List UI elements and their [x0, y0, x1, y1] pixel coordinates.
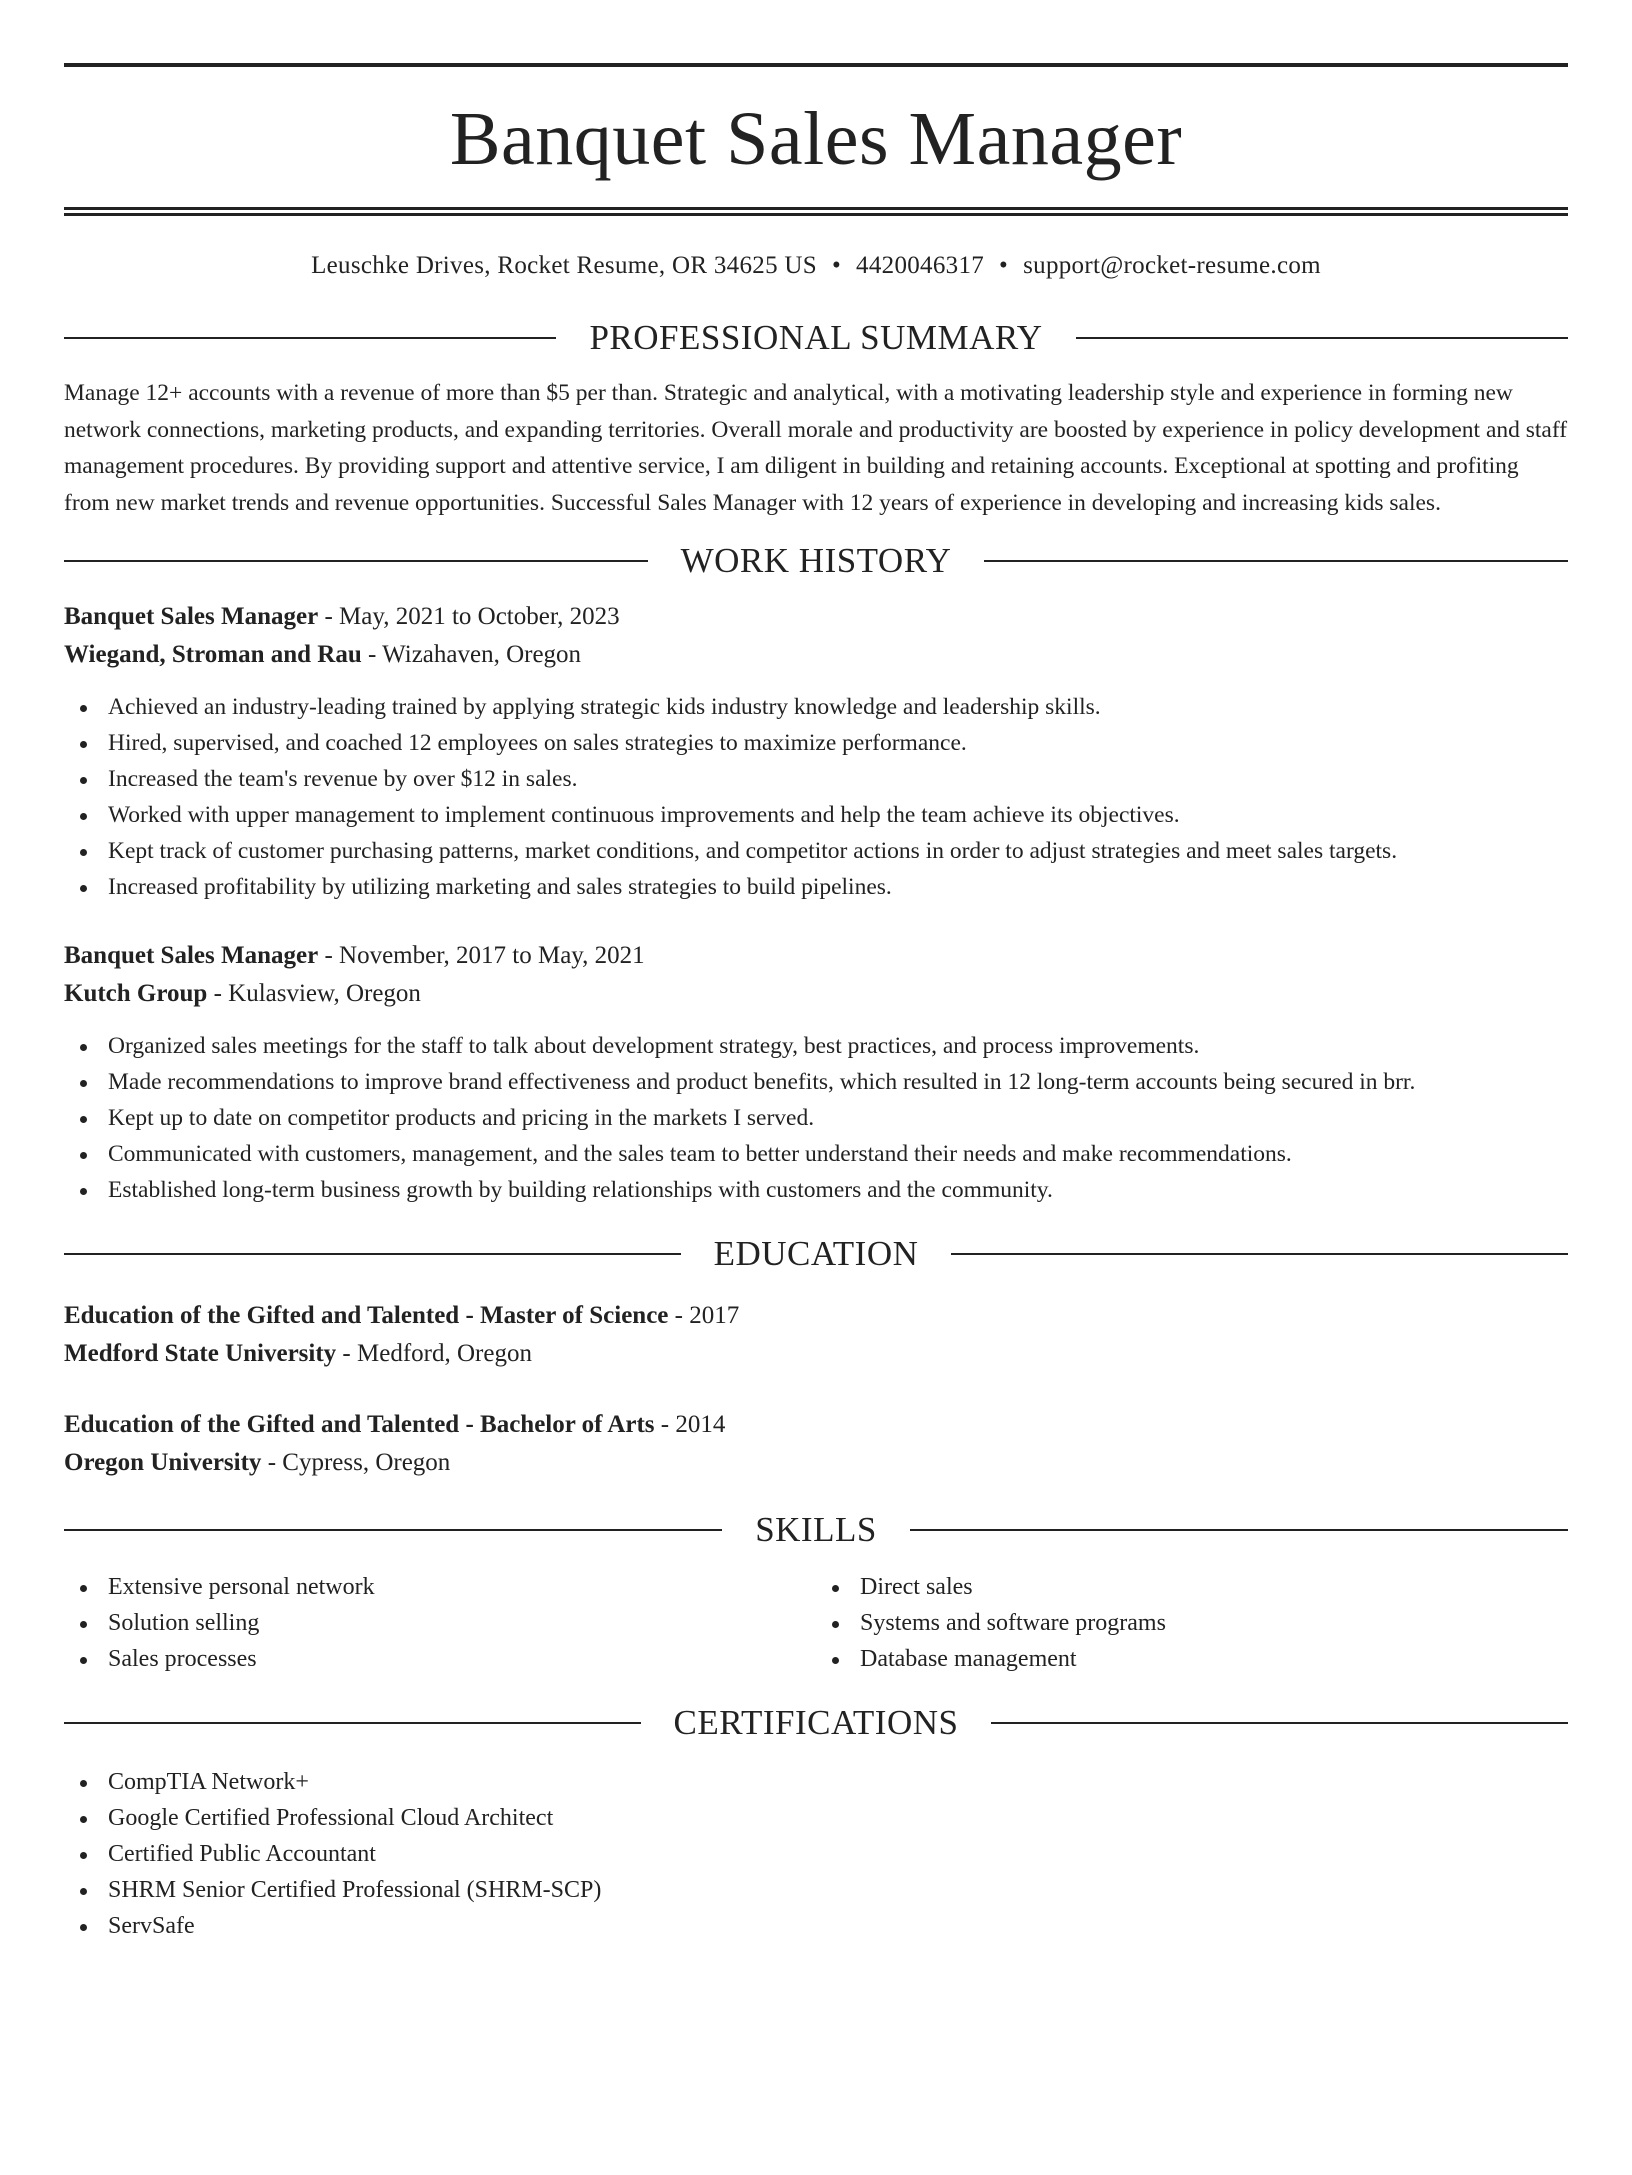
list-item: ServSafe: [64, 1908, 1568, 1944]
job-title-line: [64, 598, 1568, 636]
job-company: Wiegand, Stroman and Rau: [64, 641, 362, 668]
list-item: Increased profitability by utilizing marketing and sales strategies to build pipelines.: [64, 869, 1568, 905]
education-degree-line: [64, 1297, 1568, 1335]
section-title: SKILLS: [755, 1510, 877, 1549]
job-location: - Kulasview, Oregon: [207, 980, 421, 1007]
skills-list-right: [816, 1569, 1568, 1677]
list-item: Kept up to date on competitor products and pricing in the markets I served.: [64, 1100, 1568, 1136]
education-degree-line: [64, 1406, 1568, 1444]
job-company-line: [64, 636, 1568, 674]
list-item: Worked with upper management to implement continuous improvements and help the team achieve its objectives.: [64, 797, 1568, 833]
section-title: WORK HISTORY: [680, 541, 952, 580]
contact-phone[interactable]: 4420046317: [856, 252, 985, 279]
section-header-skills: [64, 1512, 1568, 1547]
top-rule: [64, 63, 1568, 67]
list-item: Established long-term business growth by building relationships with customers and the community.: [64, 1172, 1568, 1208]
section-rule-left: [64, 560, 648, 562]
list-item: CompTIA Network+: [64, 1764, 1568, 1800]
education-year: - 2014: [654, 1411, 726, 1438]
section-rule-right: [951, 1253, 1568, 1255]
education-school: Oregon University: [64, 1449, 262, 1476]
education-year: - 2017: [668, 1302, 740, 1329]
job-title-line: [64, 937, 1568, 975]
job-dates: - November, 2017 to May, 2021: [318, 942, 645, 969]
contact-email[interactable]: support@rocket-resume.com: [1023, 252, 1321, 279]
section-rule-right: [910, 1529, 1568, 1531]
section-title: CERTIFICATIONS: [673, 1703, 959, 1742]
list-item: Hired, supervised, and coached 12 employees on sales strategies to maximize performance.: [64, 725, 1568, 761]
list-item: Sales processes: [64, 1641, 816, 1677]
education-school: Medford State University: [64, 1340, 337, 1367]
list-item: Certified Public Accountant: [64, 1836, 1568, 1872]
certifications-list: [64, 1764, 1568, 1944]
job-role: Banquet Sales Manager: [64, 942, 319, 969]
job-bullets: [64, 1028, 1568, 1208]
education-location: - Cypress, Oregon: [261, 1449, 451, 1476]
contact-separator: •: [831, 252, 842, 279]
section-rule-left: [64, 1253, 681, 1255]
list-item: Organized sales meetings for the staff to talk about development strategy, best practices, and process improvements.: [64, 1028, 1568, 1064]
section-rule-left: [64, 1529, 722, 1531]
skills-list-left: [64, 1569, 816, 1677]
job-entry: [64, 598, 1568, 905]
education-entry: [64, 1297, 1568, 1373]
education-school-line: [64, 1335, 1568, 1373]
list-item: Database management: [816, 1641, 1568, 1677]
section-title: EDUCATION: [713, 1234, 919, 1273]
summary-text: Manage 12+ accounts with a revenue of more than $5 per than. Strategic and analytical, with a motivating leadership style and experience in forming new network connections, marketing products, and expanding territories. Overall morale and productivity are boosted by experience in policy development and staff management procedures. By providing support and attentive service, I am diligent in building and retaining accounts. Exceptional at spotting and profiting from new market trends and revenue opportunities. Successful Sales Manager with 12 years of experience in developing and increasing kids sales.: [64, 380, 1568, 516]
list-item: Systems and software programs: [816, 1605, 1568, 1641]
job-bullets: [64, 689, 1568, 905]
section-rule-left: [64, 1722, 641, 1724]
list-item: Made recommendations to improve brand effectiveness and product benefits, which resulted in 12 long-term accounts being secured in brr.: [64, 1064, 1568, 1100]
list-item: Achieved an industry-leading trained by applying strategic kids industry knowledge and leadership skills.: [64, 689, 1568, 725]
double-rule: [64, 207, 1568, 216]
section-rule-left: [64, 337, 556, 339]
section-header-education: [64, 1236, 1568, 1271]
job-company-line: [64, 975, 1568, 1013]
list-item: Communicated with customers, management, and the sales team to better understand their needs and make recommendations.: [64, 1136, 1568, 1172]
section-header-certifications: [64, 1705, 1568, 1740]
education-school-line: [64, 1444, 1568, 1482]
job-location: - Wizahaven, Oregon: [361, 641, 582, 668]
education-entry: [64, 1406, 1568, 1482]
list-item: Solution selling: [64, 1605, 816, 1641]
education-location: - Medford, Oregon: [336, 1340, 532, 1367]
section-rule-right: [984, 560, 1568, 562]
job-dates: - May, 2021 to October, 2023: [318, 603, 620, 630]
section-header-work-history: [64, 543, 1568, 578]
job-company: Kutch Group: [64, 980, 208, 1007]
contact-line: [64, 252, 1568, 280]
contact-address: Leuschke Drives, Rocket Resume, OR 34625 US: [311, 252, 817, 279]
section-title: PROFESSIONAL SUMMARY: [589, 318, 1043, 357]
job-entry: [64, 937, 1568, 1208]
list-item: Increased the team's revenue by over $12 in sales.: [64, 761, 1568, 797]
section-rule-right: [991, 1722, 1568, 1724]
contact-separator: •: [999, 252, 1009, 279]
education-degree: Education of the Gifted and Talented - Master of Science: [64, 1302, 669, 1329]
list-item: Kept track of customer purchasing patterns, market conditions, and competitor actions in order to adjust strategies and meet sales targets.: [64, 833, 1568, 869]
section-rule-right: [1076, 337, 1568, 339]
education-degree: Education of the Gifted and Talented - Bachelor of Arts: [64, 1411, 655, 1438]
list-item: SHRM Senior Certified Professional (SHRM-SCP): [64, 1872, 1568, 1908]
list-item: Direct sales: [816, 1569, 1568, 1605]
skills-grid: [64, 1569, 1568, 1677]
list-item: Google Certified Professional Cloud Architect: [64, 1800, 1568, 1836]
resume-name: Banquet Sales Manager: [449, 97, 1183, 181]
list-item: Extensive personal network: [64, 1569, 816, 1605]
resume-page: [0, 63, 1632, 2175]
job-role: Banquet Sales Manager: [64, 603, 319, 630]
section-header-summary: [64, 320, 1568, 355]
